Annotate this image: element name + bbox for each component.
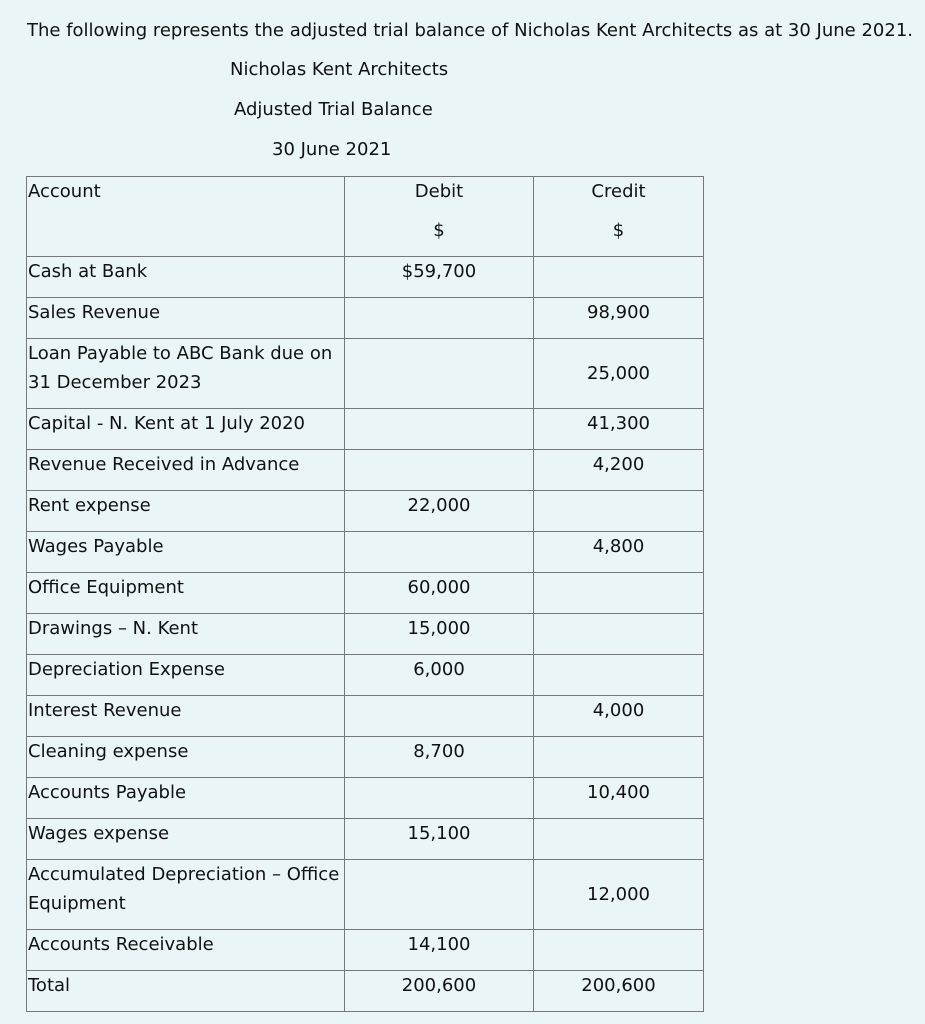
table-header-row — [27, 177, 704, 257]
account-cell-line2: 31 December 2023 — [28, 372, 202, 393]
account-cell: Accounts Payable — [27, 778, 345, 819]
debit-header-symbol: $ — [433, 220, 445, 241]
credit-cell — [534, 614, 704, 655]
total-label: Total — [27, 971, 345, 1012]
table-row — [27, 696, 704, 737]
account-cell-line1: Loan Payable to ABC Bank due on — [28, 343, 333, 364]
debit-cell: 6,000 — [345, 655, 534, 696]
table-row — [27, 450, 704, 491]
table-row — [27, 532, 704, 573]
trial-balance-table — [26, 176, 704, 1012]
table-row — [27, 409, 704, 450]
debit-cell — [345, 298, 534, 339]
debit-cell: 15,000 — [345, 614, 534, 655]
total-credit: 200,600 — [534, 971, 704, 1012]
account-cell — [27, 339, 345, 409]
credit-cell — [534, 930, 704, 971]
debit-cell — [345, 860, 534, 930]
debit-cell — [345, 409, 534, 450]
debit-cell — [345, 450, 534, 491]
credit-cell — [534, 491, 704, 532]
account-cell: Wages expense — [27, 819, 345, 860]
table-row — [27, 573, 704, 614]
credit-cell: 41,300 — [534, 409, 704, 450]
total-row — [27, 971, 704, 1012]
credit-cell: 25,000 — [534, 339, 704, 409]
debit-cell: $59,700 — [345, 257, 534, 298]
credit-cell — [534, 819, 704, 860]
credit-cell — [534, 655, 704, 696]
account-column-header: Account — [27, 177, 345, 257]
account-cell-line2: Equipment — [28, 893, 126, 914]
total-debit: 200,600 — [345, 971, 534, 1012]
table-row — [27, 257, 704, 298]
account-cell: Accounts Receivable — [27, 930, 345, 971]
table-row — [27, 491, 704, 532]
credit-column-header — [534, 177, 704, 257]
table-row — [27, 298, 704, 339]
account-cell-line1: Accumulated Depreciation – Office — [28, 864, 340, 885]
account-cell: Drawings – N. Kent — [27, 614, 345, 655]
account-cell: Capital - N. Kent at 1 July 2020 — [27, 409, 345, 450]
company-name: Nicholas Kent Architects — [230, 59, 449, 80]
credit-cell: 4,000 — [534, 696, 704, 737]
debit-cell: 8,700 — [345, 737, 534, 778]
debit-cell — [345, 778, 534, 819]
intro-text: The following represents the adjusted trial balance of Nicholas Kent Architects as at 30 June 2021. — [27, 20, 914, 41]
credit-header-symbol: $ — [612, 220, 625, 241]
credit-header-label: Credit — [591, 181, 646, 202]
account-cell: Sales Revenue — [27, 298, 345, 339]
account-cell: Revenue Received in Advance — [27, 450, 345, 491]
account-cell: Rent expense — [27, 491, 345, 532]
debit-cell: 15,100 — [345, 819, 534, 860]
account-cell: Depreciation Expense — [27, 655, 345, 696]
debit-cell — [345, 696, 534, 737]
credit-cell: 98,900 — [534, 298, 704, 339]
account-cell: Cleaning expense — [27, 737, 345, 778]
account-cell: Wages Payable — [27, 532, 345, 573]
table-row — [27, 778, 704, 819]
table-row — [27, 860, 704, 930]
table-row — [27, 614, 704, 655]
account-cell — [27, 860, 345, 930]
account-cell: Office Equipment — [27, 573, 345, 614]
credit-cell — [534, 257, 704, 298]
debit-cell: 14,100 — [345, 930, 534, 971]
table-row — [27, 819, 704, 860]
debit-cell — [345, 532, 534, 573]
credit-cell: 4,200 — [534, 450, 704, 491]
statement-title: Adjusted Trial Balance — [234, 99, 433, 120]
table-row — [27, 930, 704, 971]
credit-cell — [534, 737, 704, 778]
table-row — [27, 339, 704, 409]
credit-cell: 12,000 — [534, 860, 704, 930]
credit-cell: 10,400 — [534, 778, 704, 819]
statement-date: 30 June 2021 — [272, 139, 392, 160]
account-cell: Cash at Bank — [27, 257, 345, 298]
credit-cell: 4,800 — [534, 532, 704, 573]
table-row — [27, 655, 704, 696]
table-row — [27, 737, 704, 778]
debit-column-header — [345, 177, 534, 257]
credit-cell — [534, 573, 704, 614]
account-cell: Interest Revenue — [27, 696, 345, 737]
debit-header-label: Debit — [414, 181, 464, 202]
debit-cell — [345, 339, 534, 409]
debit-cell: 22,000 — [345, 491, 534, 532]
debit-cell: 60,000 — [345, 573, 534, 614]
